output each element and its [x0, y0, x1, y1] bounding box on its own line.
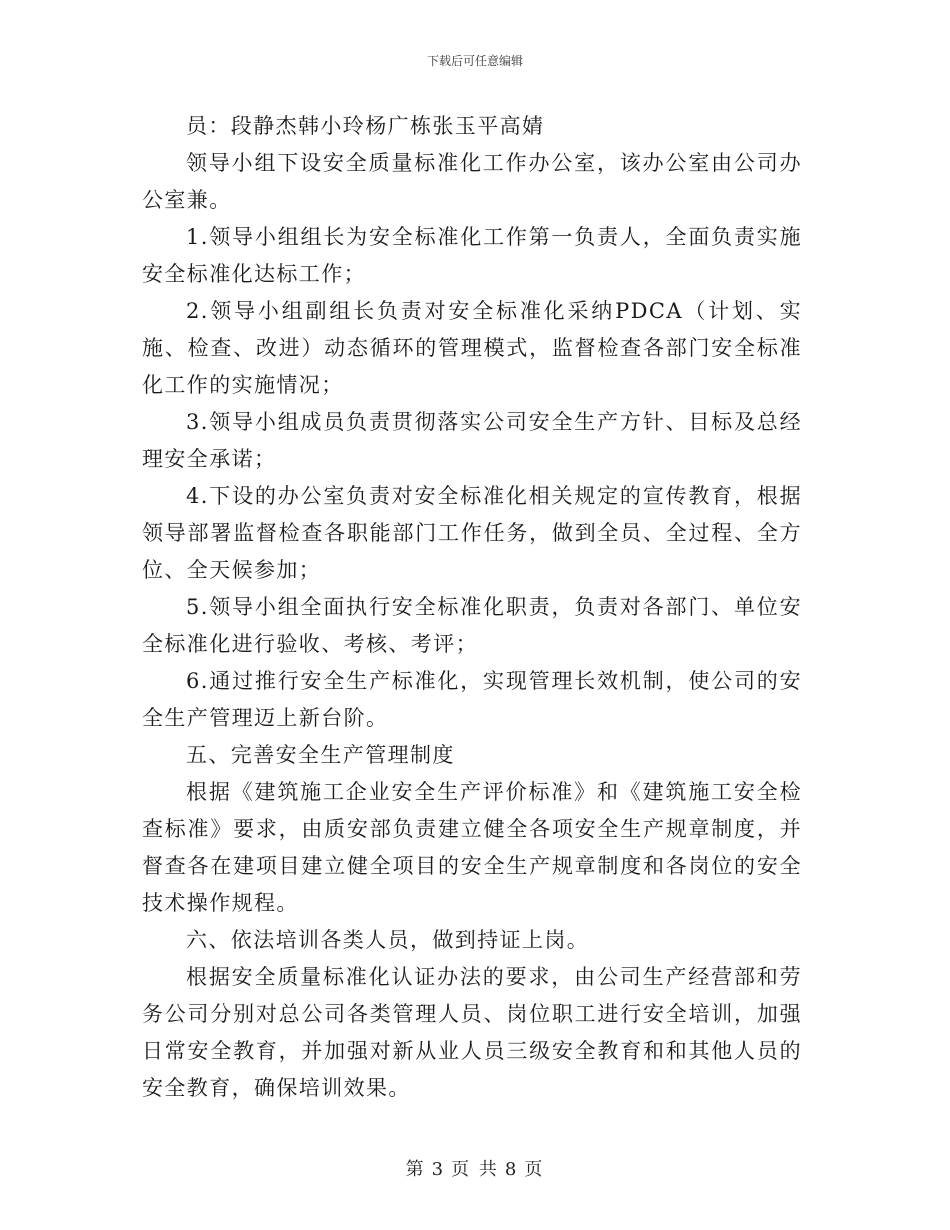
- footer-suffix: 页: [524, 1159, 545, 1180]
- footer-middle: 页 共: [451, 1159, 499, 1180]
- paragraph-section-5: 根据《建筑施工企业安全生产评价标准》和《建筑施工安全检查标准》要求，由质安部负责建立健全各项安全生产规章制度，并督查各在建项目建立健全项目的安全生产规章制度和各岗位的安全技术操作规程。: [142, 780, 802, 915]
- paragraph-item-5: 5.领导小组全面执行安全标准化职责，负责对各部门、单位安全标准化进行验收、考核、考评；: [142, 595, 802, 656]
- paragraph-item-1: 1.领导小组组长为安全标准化工作第一负责人，全面负责实施安全标准化达标工作；: [142, 225, 802, 286]
- paragraph-item-4: 4.下设的办公室负责对安全标准化相关规定的宣传教育，根据领导部署监督检查各职能部门工作任务，做到全员、全过程、全方位、全天候参加；: [142, 484, 802, 582]
- section-heading-5: 五、完善安全生产管理制度: [186, 743, 455, 767]
- paragraph-item-2: 2.领导小组副组长负责对安全标准化采纳PDCA（计划、实施、检查、改进）动态循环的管理模式，监督检查各部门安全标准化工作的实施情况；: [142, 299, 802, 397]
- paragraph-item-6: 6.通过推行安全生产标准化，实现管理长效机制，使公司的安全生产管理迈上新台阶。: [142, 669, 802, 730]
- footer-total-pages: 8: [504, 1159, 519, 1180]
- paragraph-office: 领导小组下设安全质量标准化工作办公室，该办公室由公司办公室兼。: [142, 151, 802, 212]
- section-heading-6: 六、依法培训各类人员，做到持证上岗。: [186, 928, 590, 952]
- page-header: 下载后可任意编辑: [426, 54, 523, 68]
- paragraph-item-3: 3.领导小组成员负责贯彻落实公司安全生产方针、目标及总经理安全承诺；: [142, 410, 802, 471]
- footer-page-number: 3: [431, 1159, 446, 1180]
- document-body: [142, 108, 802, 1107]
- footer-prefix: 第: [405, 1159, 426, 1180]
- page-footer: [0, 1155, 950, 1181]
- paragraph-members: 员：段静杰韩小玲杨广栋张玉平高婧: [186, 114, 545, 138]
- paragraph-section-6: 根据安全质量标准化认证办法的要求，由公司生产经营部和劳务公司分别对总公司各类管理人员、岗位职工进行安全培训，加强日常安全教育，并加强对新从业人员三级安全教育和和其他人员的安全教育，确保培训效果。: [142, 965, 802, 1100]
